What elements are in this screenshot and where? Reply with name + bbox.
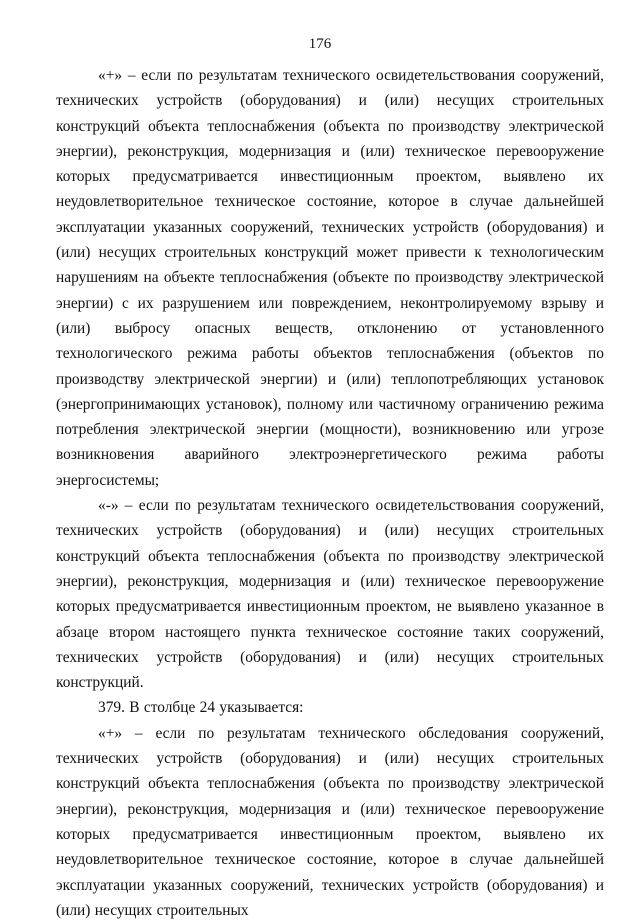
paragraph-plus-inspection: «+» – если по результатам технического освидетельствования сооружений, технических устройств (оборудования) и (или) несущих строительных конструкций объекта теплоснабжения (объекта по производству электрической энергии), реконструкция, модернизация и (или) техническое перевооружение которых предусматривается инвестиционным проектом, выявлено их неудовлетворительное техническое состояние, которое в случае дальнейшей эксплуатации указанных сооружений, технических устройств (оборудования) и (или) несущих строительных конструкций может привести к технологическим нарушениям на объекте теплоснабжения (объекте по производству электрической энергии) с их разрушением или повреждением, неконтролируемому взрыву и (или) выбросу опасных веществ, отклонению от установленного технологического режима работы объектов теплоснабжения (объектов по производству электрической энергии) и (или) теплопотребляющих установок (энергопринимающих установок), полному или частичному ограничению режима потребления электрической энергии (мощности), возникновению или угрозе возникновения аварийного электроэнергетического режима работы энергосистемы; [56, 67, 604, 489]
paragraph-item-379: 379. В столбце 24 указывается: [98, 699, 304, 717]
paragraph-minus-inspection: «-» – если по результатам технического освидетельствования сооружений, технических устройств (оборудования) и (или) несущих строительных конструкций объекта теплоснабжения (объекта по производству электрической энергии), реконструкция, модернизация и (или) техническое перевооружение которых предусматривается инвестиционным проектом, не выявлено указанное в абзаце втором настоящего пункта техническое состояние таких сооружений, технических устройств (оборудования) и (или) несущих строительных конструкций. [56, 497, 604, 692]
paragraph-plus-survey: «+» – если по результатам технического обследования сооружений, технических устройств (оборудования) и (или) несущих строительных конструкций объекта теплоснабжения (объекта по производству электрической энергии), реконструкция, модернизация и (или) техническое перевооружение которых предусматривается инвестиционным проектом, выявлено их неудовлетворительное техническое состояние, которое в случае дальнейшей эксплуатации указанных сооружений, технических устройств (оборудования) и (или) несущих строительных [56, 724, 604, 919]
document-body [56, 63, 604, 923]
page-number: 176 [308, 36, 332, 52]
